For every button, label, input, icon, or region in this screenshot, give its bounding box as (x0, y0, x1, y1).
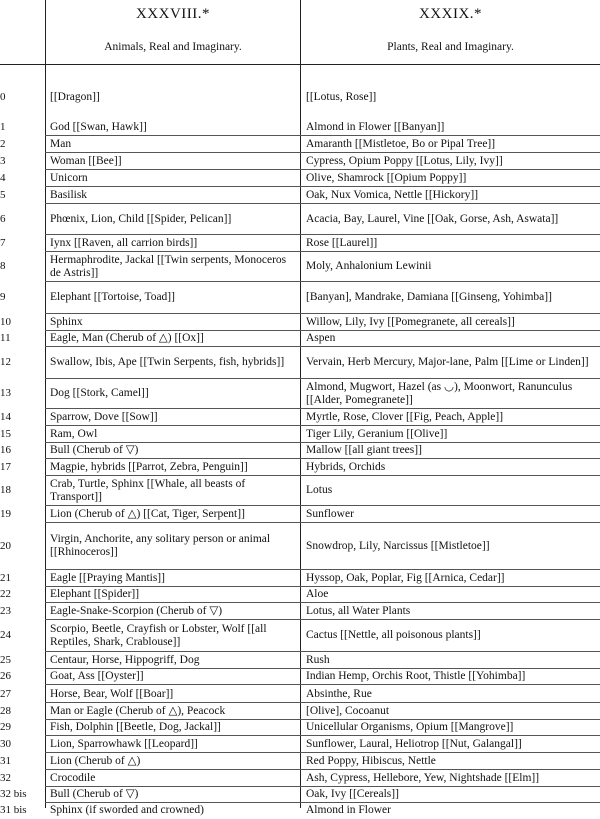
row-key-text: 18 (0, 484, 11, 496)
animal-cell-text: Eagle [[Praying Mantis]] (50, 571, 165, 584)
plants-column-header (301, 0, 600, 54)
animal-cell (50, 85, 295, 110)
plant-cell (306, 204, 596, 234)
row-key-text: 23 (0, 604, 11, 617)
plant-cell-text: Rush (306, 653, 330, 666)
table-row (0, 603, 600, 620)
plant-cell-text: Almond in Flower [[Banyan]] (306, 120, 445, 133)
animal-cell-text: Bull (Cherub of ▽) (50, 788, 139, 800)
plant-cell-text: Oak, Nux Vomica, Nettle [[Hickory]] (306, 188, 479, 201)
header-rule (0, 64, 600, 65)
table-row (0, 787, 600, 803)
plant-cell-text: Acacia, Bay, Laurel, Vine [[Oak, Gorse, Ash, Aswata]] (306, 212, 559, 225)
plant-cell-text: Almond, Mugwort, Hazel (as ◡), Moonwort, Ranunculus [[Alder, Pomegranete]] (306, 380, 573, 406)
animal-cell (50, 119, 295, 135)
row-key-text: 25 (0, 653, 11, 666)
plant-cell (306, 409, 596, 425)
row-key (0, 652, 45, 668)
table-row (0, 587, 600, 603)
plant-cell (306, 379, 596, 408)
plant-cell-text: Willow, Lily, Ivy [[Pomegranete, all cereals]] (306, 315, 515, 328)
animal-cell-text: Bull (Cherub of ▽) (50, 444, 139, 456)
animal-cell-text: Elephant [[Tortoise, Toad]] (50, 291, 175, 303)
animal-cell (50, 603, 295, 619)
plant-cell (306, 787, 596, 802)
table-row (0, 459, 600, 476)
row-key (0, 803, 45, 818)
animal-cell-text: Lion (Cherub of △) (50, 754, 141, 767)
plant-cell-text: Amaranth [[Mistletoe, Bo or Pipal Tree]] (306, 137, 496, 150)
plant-cell (306, 347, 596, 378)
animal-cell-text: Centaur, Horse, Hippogriff, Dog (50, 653, 200, 666)
plant-cell (306, 620, 596, 651)
row-key (0, 235, 45, 251)
plant-cell-text: Sunflower, Laural, Heliotrop [[Nut, Galangal]] (306, 737, 522, 750)
animal-cell (50, 347, 295, 378)
row-key (0, 787, 45, 802)
plant-cell (306, 686, 596, 702)
row-key-text: 29 (0, 721, 11, 733)
row-key-text: 31 (0, 754, 11, 767)
row-key (0, 686, 45, 702)
animal-cell (50, 787, 295, 802)
table-row (0, 409, 600, 426)
row-key (0, 331, 45, 346)
row-key-text: 32 (0, 771, 11, 784)
animal-cell-text: Phœnix, Lion, Child [[Spider, Pelican]] (50, 212, 232, 225)
plant-cell (306, 587, 596, 602)
plant-cell (306, 85, 596, 110)
table-row (0, 803, 600, 819)
row-key (0, 119, 45, 135)
plant-cell-text: Almond in Flower (306, 804, 391, 816)
animal-cell-text: Man (50, 137, 72, 150)
animal-cell (50, 426, 295, 442)
animal-cell-text: Swallow, Ibis, Ape [[Twin Serpents, fish, hybrids]] (50, 356, 285, 368)
animal-cell-text: Lion (Cherub of △) [[Cat, Tiger, Serpent]] (50, 507, 245, 520)
table-row (0, 119, 600, 136)
animal-cell (50, 652, 295, 668)
animal-cell-text: Ram, Owl (50, 427, 98, 440)
animal-cell (50, 720, 295, 735)
table-row (0, 443, 600, 459)
plant-cell-text: Snowdrop, Lily, Narcissus [[Mistletoe]] (306, 539, 490, 552)
plant-cell (306, 476, 596, 505)
plant-cell (306, 703, 596, 719)
animal-cell (50, 170, 295, 186)
table-row (0, 753, 600, 770)
row-key (0, 669, 45, 684)
plant-cell-text: Moly, Anhalonium Lewinii (306, 260, 432, 272)
row-key (0, 476, 45, 505)
animal-cell (50, 252, 295, 281)
animals-column-title: Animals, Real and Imaginary. (104, 41, 242, 53)
plant-cell-text: Cactus [[Nettle, all poisonous plants]] (306, 629, 481, 641)
plant-cell (306, 753, 596, 769)
plant-cell-text: [Olive], Cocoanut (306, 704, 390, 717)
row-key (0, 379, 45, 408)
plant-cell-text: Vervain, Herb Mercury, Major-lane, Palm [[Lime or Linden]] (306, 356, 589, 368)
row-key (0, 187, 45, 203)
plant-cell (306, 459, 596, 475)
plant-cell-text: Unicellular Organisms, Opium [[Mangrove]] (306, 721, 514, 733)
animal-cell (50, 459, 295, 475)
plant-cell-text: Ash, Cypress, Hellebore, Yew, Nightshade [[Elm]] (306, 771, 540, 784)
plant-cell (306, 570, 596, 586)
plant-cell-text: Cypress, Opium Poppy [[Lotus, Lily, Ivy]] (306, 154, 503, 167)
plant-cell-text: Lotus (306, 484, 333, 496)
plant-cell (306, 187, 596, 203)
plant-cell-text: [[Lotus, Rose]] (306, 91, 377, 103)
row-key-text: 27 (0, 687, 11, 700)
animal-cell-text: Unicorn (50, 171, 88, 184)
animal-cell (50, 187, 295, 203)
row-key (0, 252, 45, 281)
row-key-text: 22 (0, 588, 11, 600)
animal-cell (50, 506, 295, 522)
row-key-text: 7 (0, 236, 6, 249)
plant-cell-text: Sunflower (306, 507, 354, 520)
animal-cell (50, 753, 295, 769)
animal-cell-text: Man or Eagle (Cherub of △), Peacock (50, 704, 226, 717)
plant-cell (306, 603, 596, 619)
row-key-text: 10 (0, 315, 11, 328)
plant-cell (306, 720, 596, 735)
animal-cell-text: Woman [[Bee]] (50, 154, 122, 167)
table-row (0, 506, 600, 523)
animal-cell (50, 379, 295, 408)
row-key (0, 587, 45, 602)
plant-cell-text: Absinthe, Rue (306, 687, 372, 700)
animal-cell-text: Hermaphrodite, Jackal [[Twin serpents, Monoceros de Astris]] (50, 253, 287, 279)
row-key-text: 2 (0, 137, 6, 150)
table-row (0, 187, 600, 204)
plant-cell-text: Oak, Ivy [[Cereals]] (306, 788, 399, 800)
row-key-text: 30 (0, 737, 11, 750)
table-row (0, 523, 600, 570)
animal-cell (50, 570, 295, 586)
plant-cell (306, 443, 596, 458)
row-key-text: 24 (0, 629, 11, 641)
row-key (0, 204, 45, 234)
animal-cell-text: Sparrow, Dove [[Sow]] (50, 410, 158, 423)
plant-cell-text: Lotus, all Water Plants (306, 604, 411, 617)
row-key (0, 736, 45, 752)
row-key-text: 12 (0, 356, 11, 368)
plant-cell-text: Red Poppy, Hibiscus, Nettle (306, 754, 436, 767)
plant-cell (306, 119, 596, 135)
plant-cell (306, 235, 596, 251)
row-key-text: 9 (0, 291, 6, 303)
animal-cell-text: Eagle, Man (Cherub of △) [[Ox]] (50, 332, 204, 344)
animal-cell (50, 703, 295, 719)
animal-cell-text: Fish, Dolphin [[Beetle, Dog, Jackal]] (50, 721, 221, 733)
animal-cell-text: Elephant [[Spider]] (50, 588, 140, 600)
row-key-text: 11 (0, 332, 11, 344)
plant-cell-text: Hyssop, Oak, Poplar, Fig [[Arnica, Cedar]] (306, 571, 505, 584)
plant-cell (306, 736, 596, 752)
row-key-text: 4 (0, 171, 6, 184)
table-row (0, 235, 600, 252)
table-row (0, 720, 600, 736)
animal-cell-text: Sphinx (if sworded and crowned) (50, 804, 204, 816)
row-key (0, 153, 45, 169)
table-row (0, 204, 600, 235)
row-key-text: 8 (0, 260, 6, 272)
row-key (0, 282, 45, 313)
plant-cell (306, 426, 596, 442)
animal-cell-text: Magpie, hybrids [[Parrot, Zebra, Penguin]] (50, 460, 248, 473)
row-key-text: 6 (0, 212, 6, 225)
plant-cell (306, 523, 596, 569)
row-key-text: 17 (0, 460, 11, 473)
row-key-text: 15 (0, 427, 11, 440)
row-key-text: 0 (0, 91, 6, 103)
row-key (0, 720, 45, 735)
plant-cell-text: Mallow [[all giant trees]] (306, 444, 422, 456)
row-key (0, 703, 45, 719)
table-row (0, 347, 600, 379)
animal-cell-text: Iynx [[Raven, all carrion birds]] (50, 236, 198, 249)
plant-cell-text: [Banyan], Mandrake, Damiana [[Ginseng, Yohimba]] (306, 291, 552, 303)
row-key (0, 85, 45, 110)
row-key-text: 21 (0, 571, 11, 584)
plant-cell (306, 136, 596, 152)
row-key-text: 31 bis (0, 804, 27, 816)
animal-cell-text: Sphinx (50, 315, 83, 328)
row-key-text: 1 (0, 120, 6, 133)
plant-cell (306, 652, 596, 668)
animal-cell-text: Horse, Bear, Wolf [[Boar]] (50, 687, 174, 700)
row-key (0, 459, 45, 475)
row-key-text: 32 bis (0, 788, 27, 800)
plant-cell (306, 314, 596, 330)
animals-column-number: XXXVIII.* (135, 6, 211, 22)
table-row (0, 570, 600, 587)
plant-cell-text: Myrtle, Rose, Clover [[Fig, Peach, Apple]] (306, 410, 504, 423)
animal-cell-text: Goat, Ass [[Oyster]] (50, 670, 144, 682)
row-rule (45, 684, 600, 685)
row-key (0, 347, 45, 378)
animal-cell-text: Eagle-Snake-Scorpion (Cherub of ▽) (50, 604, 223, 617)
animal-cell-text: Virgin, Anchorite, any solitary person or animal [[Rhinoceros]] (50, 533, 271, 558)
animal-cell (50, 409, 295, 425)
row-key (0, 620, 45, 651)
row-key (0, 409, 45, 425)
animal-cell (50, 686, 295, 702)
animal-cell-text: Basilisk (50, 188, 88, 201)
animal-cell (50, 136, 295, 152)
row-key (0, 443, 45, 458)
table-row (0, 85, 600, 111)
animal-cell-text: God [[Swan, Hawk]] (50, 120, 147, 133)
row-key-text: 5 (0, 188, 6, 201)
row-key (0, 753, 45, 769)
row-key-text: 28 (0, 704, 11, 717)
animal-cell (50, 620, 295, 651)
row-key-text: 14 (0, 410, 11, 423)
row-key (0, 603, 45, 619)
animal-cell (50, 331, 295, 346)
row-key-text: 26 (0, 670, 11, 682)
row-key-text: 20 (0, 539, 11, 552)
plant-cell-text: Hybrids, Orchids (306, 460, 386, 473)
plant-cell (306, 803, 596, 818)
animal-cell (50, 523, 295, 569)
animal-cell (50, 282, 295, 313)
plant-cell (306, 506, 596, 522)
table-row (0, 282, 600, 314)
plant-cell-text: Tiger Lily, Geranium [[Olive]] (306, 427, 448, 440)
row-key (0, 523, 45, 569)
row-key-text: 13 (0, 387, 11, 399)
plant-cell (306, 252, 596, 281)
row-key (0, 170, 45, 186)
row-key-text: 19 (0, 507, 11, 520)
animal-cell (50, 736, 295, 752)
animal-cell-text: Crab, Turtle, Sphinx [[Whale, all beasts of Transport]] (50, 477, 246, 503)
row-key (0, 570, 45, 586)
plant-cell-text: Olive, Shamrock [[Opium Poppy]] (306, 171, 467, 184)
animal-cell-text: [[Dragon]] (50, 91, 100, 103)
animal-cell (50, 443, 295, 458)
plant-cell (306, 170, 596, 186)
animal-cell (50, 803, 295, 818)
table-row (0, 476, 600, 506)
plants-column-title: Plants, Real and Imaginary. (387, 41, 514, 53)
row-key (0, 426, 45, 442)
table-row (0, 620, 600, 652)
plant-cell (306, 770, 596, 786)
plant-cell (306, 331, 596, 346)
plant-cell-text: Aspen (306, 332, 336, 344)
plants-column-number: XXXIX.* (418, 6, 483, 22)
table-row (0, 379, 600, 409)
animal-cell-text: Dog [[Stork, Camel]] (50, 387, 149, 399)
plant-cell-text: Indian Hemp, Orchis Root, Thistle [[Yohimba]] (306, 670, 526, 682)
plant-cell-text: Aloe (306, 588, 329, 600)
table-row (0, 703, 600, 720)
animal-cell (50, 669, 295, 684)
plant-cell (306, 153, 596, 169)
plant-cell (306, 282, 596, 313)
plant-cell-text: Rose [[Laurel]] (306, 236, 378, 249)
animal-cell (50, 770, 295, 786)
animal-cell-text: Lion, Sparrowhawk [[Leopard]] (50, 737, 198, 750)
table-row (0, 136, 600, 153)
plant-cell (306, 669, 596, 684)
animal-cell-text: Crocodile (50, 771, 96, 784)
animal-cell-text: Scorpio, Beetle, Crayfish or Lobster, Wolf [[all Reptiles, Shark, Crablouse]] (50, 622, 267, 648)
row-key (0, 314, 45, 330)
table-row (0, 426, 600, 443)
row-key-text: 16 (0, 444, 11, 456)
table-row (0, 170, 600, 187)
table-row (0, 770, 600, 787)
table-row (0, 153, 600, 170)
animals-column-header (46, 0, 300, 54)
table-row (0, 252, 600, 282)
animal-cell (50, 235, 295, 251)
table-row (0, 331, 600, 347)
table-row (0, 652, 600, 669)
row-key (0, 136, 45, 152)
table-row (0, 314, 600, 331)
animal-cell (50, 587, 295, 602)
animal-cell (50, 314, 295, 330)
row-key-text: 3 (0, 154, 6, 167)
table-row (0, 736, 600, 753)
animal-cell (50, 204, 295, 234)
table-row (0, 686, 600, 703)
animal-cell (50, 153, 295, 169)
animal-cell (50, 476, 295, 505)
row-key (0, 506, 45, 522)
row-key (0, 770, 45, 786)
table-row (0, 669, 600, 685)
